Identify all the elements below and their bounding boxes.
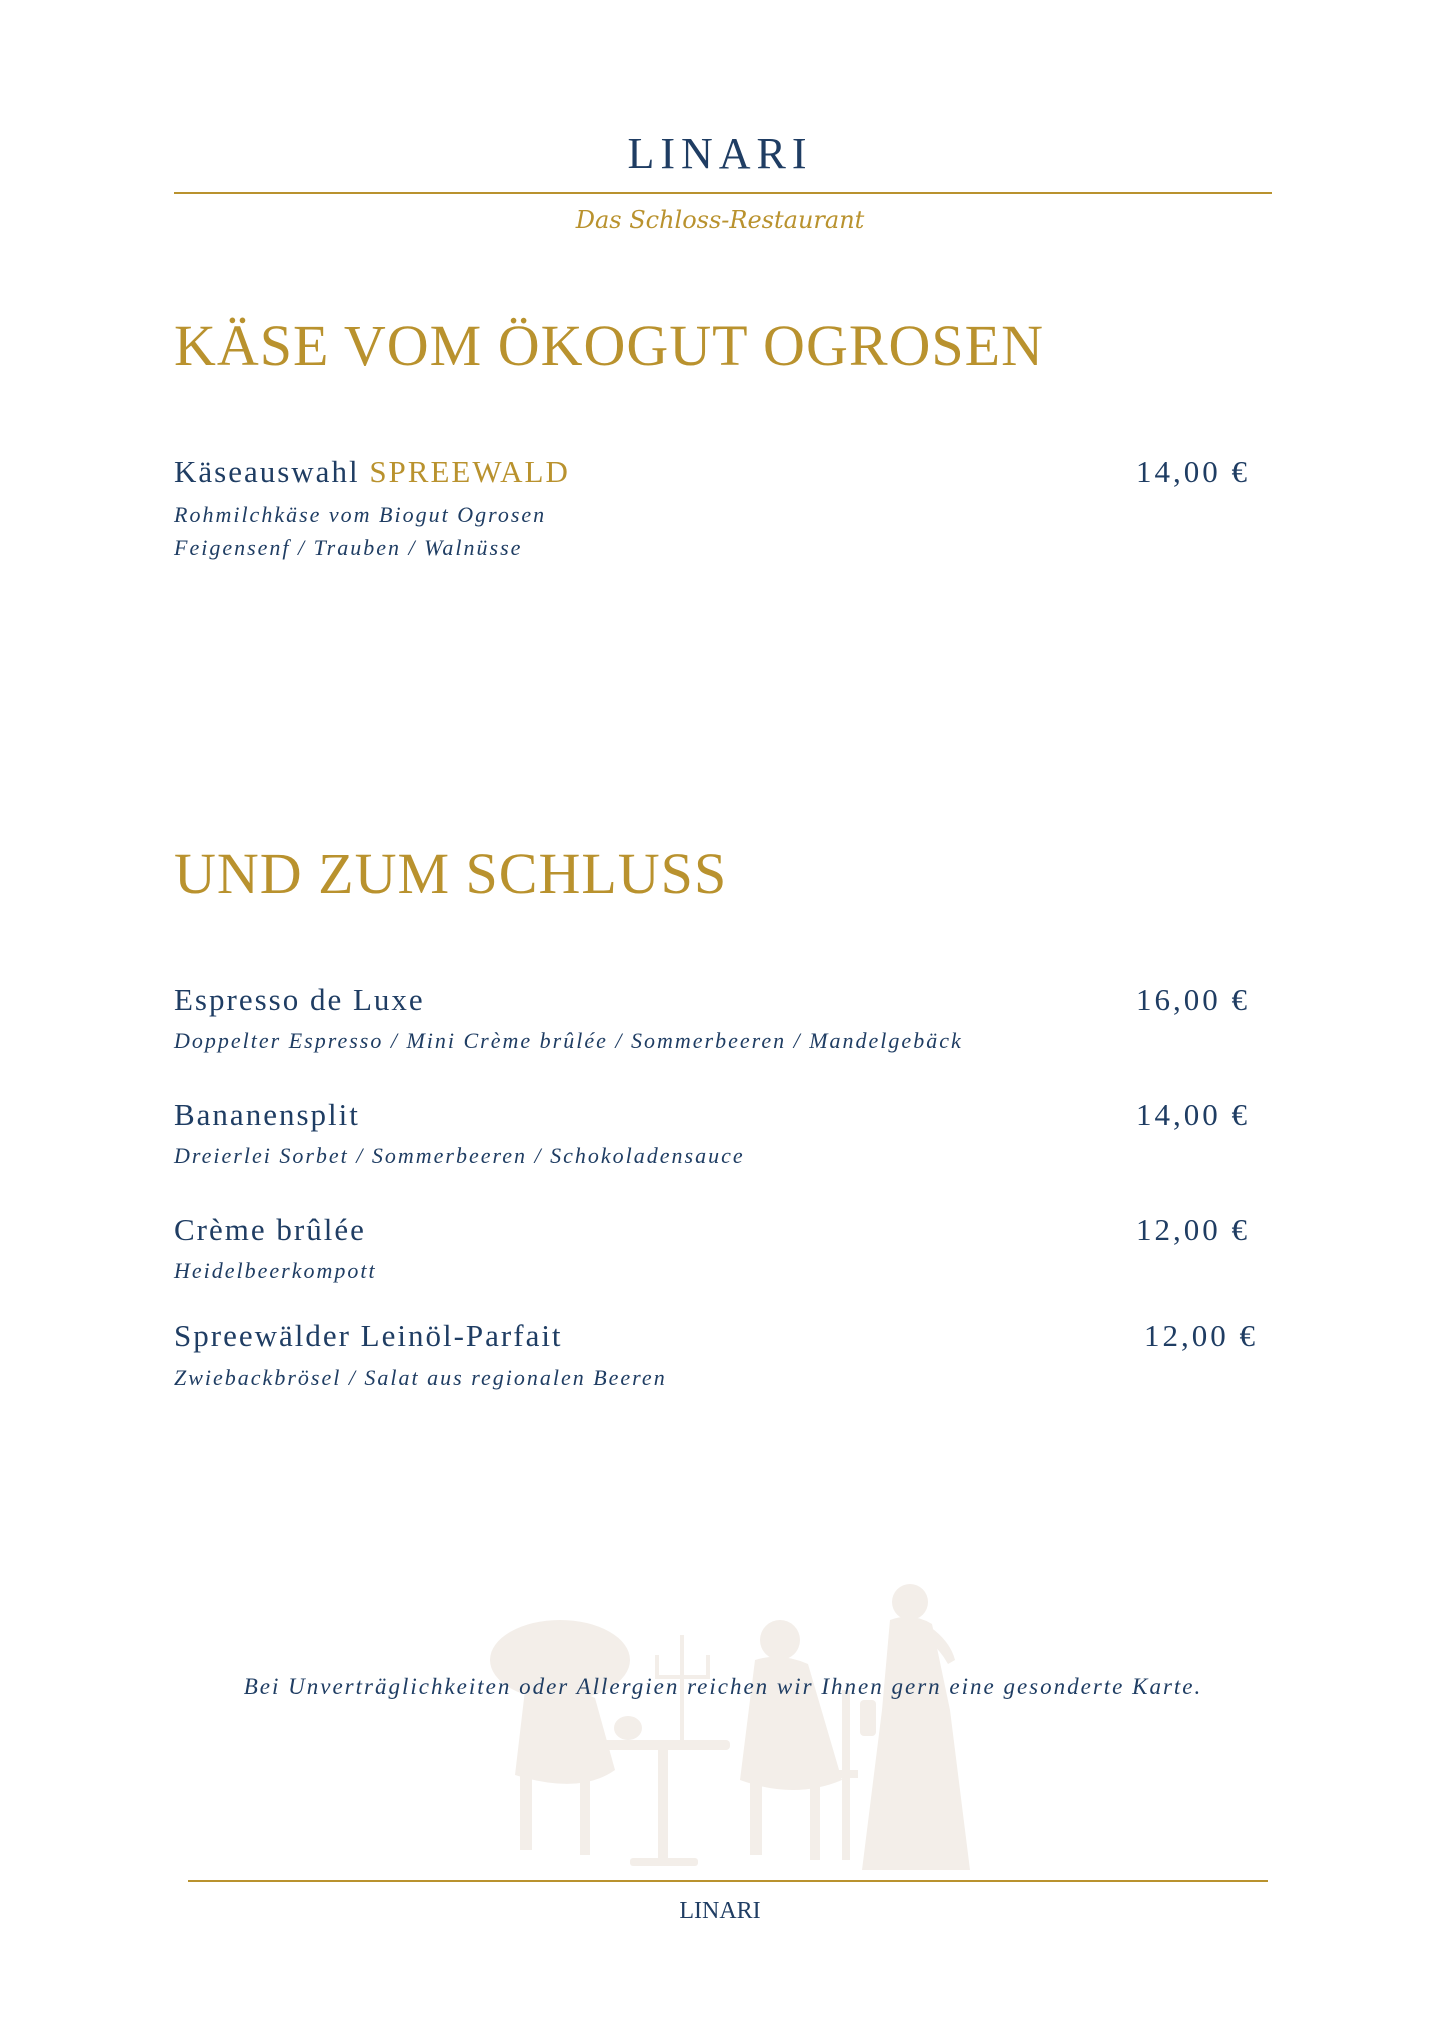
menu-item-description: Zwiebackbrösel / Salat aus regionalen Beeren bbox=[174, 1365, 667, 1390]
menu-item-name-highlight: SPREEWALD bbox=[369, 454, 570, 489]
menu-item-description: Dreierlei Sorbet / Sommerbeeren / Schokoladensauce bbox=[174, 1143, 745, 1168]
menu-item-name bbox=[174, 454, 570, 490]
menu-item-name: Espresso de Luxe bbox=[174, 982, 425, 1017]
header-divider bbox=[174, 192, 1272, 194]
restaurant-tagline: Das Schloss-Restaurant bbox=[575, 206, 865, 234]
menu-item-description: Feigensenf / Trauben / Walnüsse bbox=[174, 535, 523, 560]
menu-item-name-text: Käseauswahl bbox=[174, 454, 360, 489]
section-heading-dessert: UND ZUM SCHLUSS bbox=[174, 841, 728, 906]
cafe-silhouette-watermark bbox=[450, 1580, 1010, 1880]
menu-item-price: 16,00 € bbox=[1136, 982, 1250, 1017]
menu-item-price: 14,00 € bbox=[1136, 454, 1250, 489]
menu-item-price: 14,00 € bbox=[1136, 1097, 1250, 1132]
restaurant-logo: LINARI bbox=[627, 129, 813, 178]
menu-item-name: Crème brûlée bbox=[174, 1212, 366, 1247]
menu-item-description: Heidelbeerkompott bbox=[174, 1258, 377, 1283]
section-heading-cheese: KÄSE VOM ÖKOGUT OGROSEN bbox=[174, 313, 1044, 378]
allergy-notice: Bei Unverträglichkeiten oder Allergien reichen wir Ihnen gern eine gesonderte Karte. bbox=[243, 1674, 1203, 1699]
menu-item-description: Rohmilchkäse vom Biogut Ogrosen bbox=[174, 502, 547, 527]
menu-item-price: 12,00 € bbox=[1144, 1318, 1258, 1353]
menu-item-price: 12,00 € bbox=[1136, 1212, 1250, 1247]
footer-divider bbox=[188, 1880, 1268, 1882]
menu-item-name: Bananensplit bbox=[174, 1097, 360, 1132]
footer-brand: LINARI bbox=[679, 1898, 761, 1924]
menu-item-description: Doppelter Espresso / Mini Crème brûlée / Sommerbeeren / Mandelgebäck bbox=[174, 1028, 963, 1053]
menu-item-name: Spreewälder Leinöl-Parfait bbox=[174, 1318, 563, 1353]
